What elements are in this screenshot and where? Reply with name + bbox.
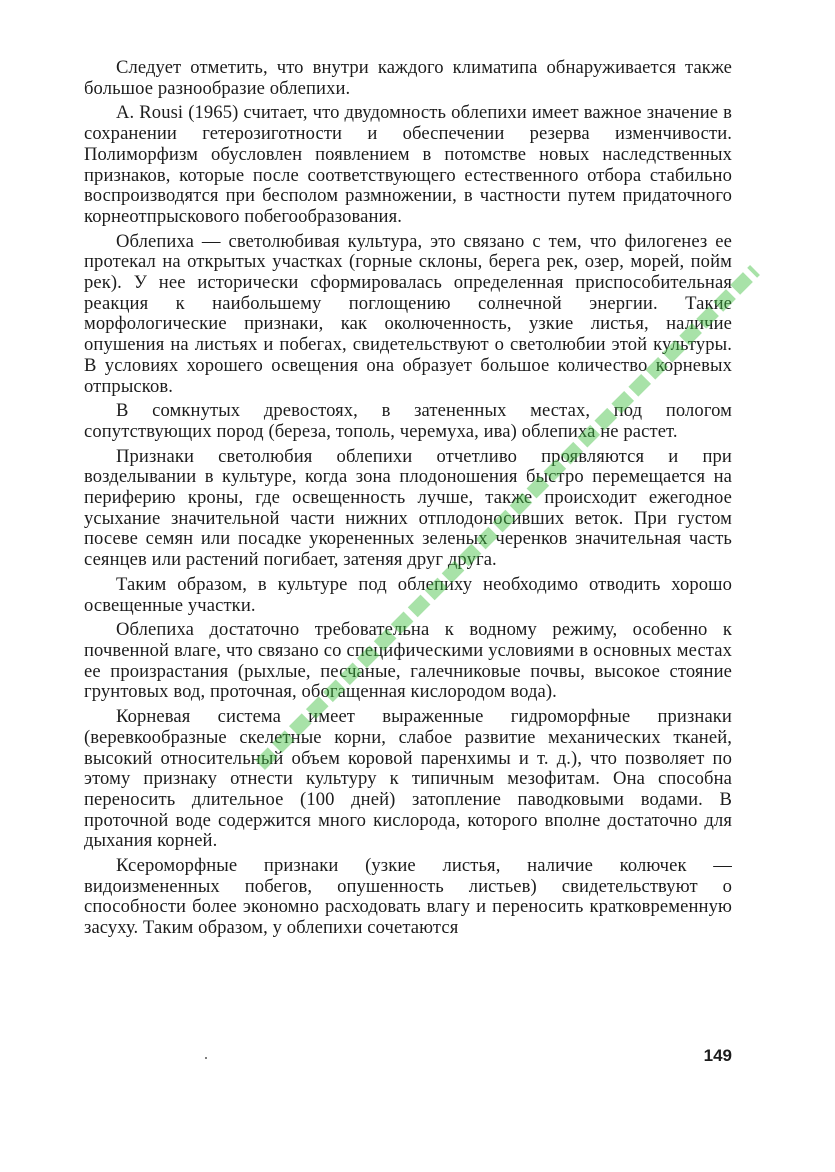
print-speck bbox=[205, 1057, 207, 1059]
paragraph-rousi: A. Rousi (1965) считает, что двудомность облепихи имеет важное значение в сохранении гетерозиготности и обеспечении резерва изменчивости. Полиморфизм обусловлен появлением в потомстве новых наследственных признаков, которые после соответствующего естественного отбора стабильно воспроизводятся при бесполом размножении, в частности путем придаточного корнеотпрыскового побегообразования. bbox=[84, 102, 732, 227]
paragraph-conclusion-light: Таким образом, в культуре под облепиху необходимо отводить хорошо освещенные участки. bbox=[84, 573, 732, 616]
paragraph-xeromorphic: Ксероморфные признаки (узкие листья, наличие колючек — видоизмененных побегов, опушенность листьев) свидетельствуют о способности более экономно расходовать влагу и переносить кратковременную засуху. Таким образом, у облепихи сочетаются bbox=[84, 855, 732, 939]
paragraph-climatype: Следует отметить, что внутри каждого климатипа обнаруживается также большое разнообразие облепихи. bbox=[84, 57, 732, 99]
paragraph-shaded-stands: В сомкнутых древостоях, в затененных местах, под пологом сопутствующих пород (береза, тополь, черемуха, ива) облепиха не растет. bbox=[84, 400, 732, 442]
page-number: 149 bbox=[703, 1046, 732, 1065]
paragraph-cultivation-signs: Признаки светолюбия облепихи отчетливо проявляются и при возделывании в культуре, когда зона плодоношения быстро перемещается на периферию кроны, где освещенность лучше, также происходит ежегодное усыхание значительной части нижних отплодоносивших веток. При густом посеве семян или посадке укорененных зеленых черенков значительная часть сеянцев или растений погибает, затеняя друг друга. bbox=[84, 445, 732, 571]
paragraph-root-system: Корневая система имеет выраженные гидроморфные признаки (веревкообразные скелетные корни, слабое развитие механических тканей, высокий относительный объем коровой паренхимы и т. д.), что позволяет по этому признаку отнести культуру к типичным мезофитам. Она способна переносить длительное (100 дней) затопление паводковыми водами. В проточной воде содержится много кислорода, которого вполне достаточно для дыхания корней. bbox=[84, 706, 732, 852]
paragraph-water-regime: Облепиха достаточно требовательна к водному режиму, особенно к почвенной влаге, что связано со специфическими условиями в основных местах ее произрастания (рыхлые, песчаные, галечниковые почвы, высокое стояние грунтовых вод, проточная, обогащенная кислородом вода). bbox=[84, 619, 732, 703]
page-body bbox=[84, 58, 732, 943]
paragraph-light-loving: Облепиха — светолюбивая культура, это связано с тем, что филогенез ее протекал на открытых участках (горные склоны, берега рек, озер, морей, пойм рек). У нее исторически сформировалась определенная приспособительная реакция к наибольшему поглощению солнечной энергии. Такие морфологические признаки, как околюченность, узкие листья, наличие опушения на листьях и побегах, свидетельствуют о светолюбии этой культуры. В условиях хорошего освещения она образует большое количество корневых отпрысков. bbox=[84, 230, 732, 397]
